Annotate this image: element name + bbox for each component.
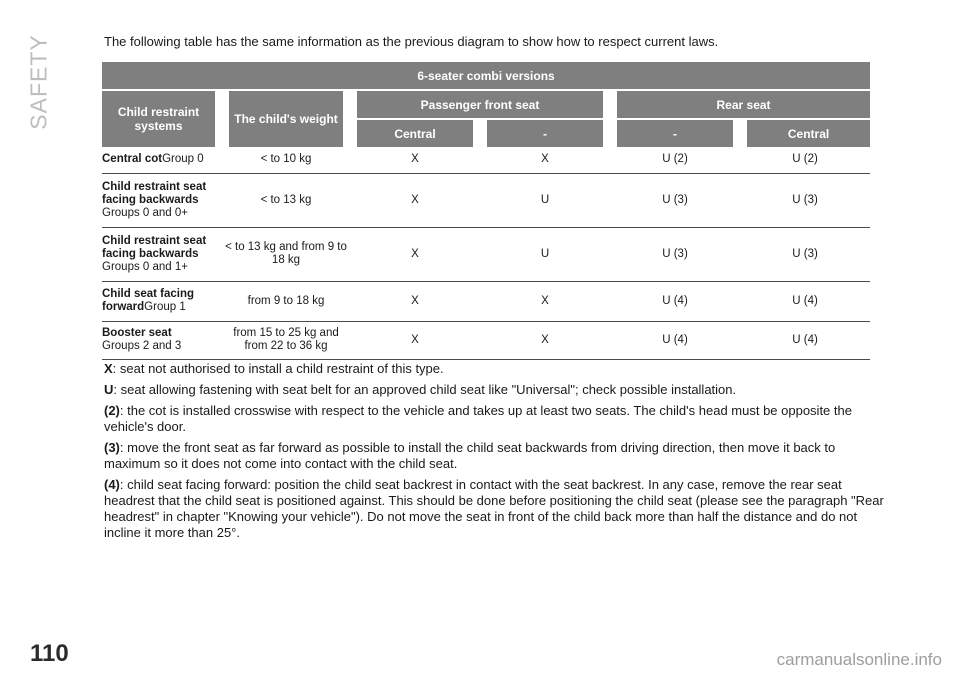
note-item <box>104 440 894 472</box>
weight-cell: from 15 to 25 kg and from 22 to 36 kg <box>222 321 350 359</box>
seat-cell: X <box>480 321 610 359</box>
child-restraint-table <box>102 62 870 360</box>
seat-cell: X <box>480 147 610 173</box>
table-title: 6-seater combi versions <box>102 62 870 90</box>
header-passenger-front-seat: Passenger front seat <box>350 90 610 119</box>
note-text: : the cot is installed crosswise with respect to the vehicle and takes up at least two seats. The child's head must be opposite the vehicle's door. <box>104 403 852 434</box>
section-label <box>24 32 54 132</box>
sub-header: - <box>610 119 740 147</box>
table-row <box>102 147 870 173</box>
seat-cell: U (4) <box>610 281 740 321</box>
seat-cell: U (2) <box>740 147 870 173</box>
legend-notes <box>104 361 894 546</box>
note-item <box>104 477 894 541</box>
seat-cell: U <box>480 173 610 227</box>
weight-cell: from 9 to 18 kg <box>222 281 350 321</box>
restraint-name: Child restraint seat facing backwards <box>102 234 207 260</box>
seat-cell: X <box>350 281 480 321</box>
weight-cell: < to 13 kg and from 9 to 18 kg <box>222 227 350 281</box>
header-rear-seat: Rear seat <box>610 90 870 119</box>
weight-cell: < to 10 kg <box>222 147 350 173</box>
restraint-group: Groups 0 and 1+ <box>102 260 188 273</box>
seat-cell: U (3) <box>740 227 870 281</box>
note-key: (2) <box>104 403 120 418</box>
note-key: (4) <box>104 477 120 492</box>
intro-text: The following table has the same information as the previous diagram to show how to respect current laws. <box>104 34 719 49</box>
note-text: : child seat facing forward: position the child seat backrest in contact with the seat backrest. In any case, remove the rear seat headrest that the child seat is positioned against. This should be done before positioning the child seat (please see the paragraph "Rear headrest" in chapter "Knowing your vehicle"). Do not move the seat in front of the child back more than half the distance and do not incline it more than 25°. <box>104 477 884 540</box>
restraint-name: Child seat facing forward <box>102 288 195 313</box>
table-row <box>102 227 870 281</box>
table-row <box>102 173 870 227</box>
seat-cell: U (4) <box>740 281 870 321</box>
seat-cell: U (3) <box>610 227 740 281</box>
seat-cell: X <box>350 227 480 281</box>
note-key: X <box>104 361 113 376</box>
sub-header: Central <box>350 119 480 147</box>
table-row <box>102 281 870 321</box>
restraint-cell <box>102 281 222 321</box>
restraint-group: Groups 0 and 0+ <box>102 206 188 219</box>
note-text: : seat allowing fastening with seat belt for an approved child seat like "Universal"; check possible installation. <box>113 382 737 397</box>
seat-cell: X <box>350 173 480 227</box>
note-key: U <box>104 382 114 397</box>
seat-cell: U (2) <box>610 147 740 173</box>
seat-cell: U <box>480 227 610 281</box>
seat-cell: U (3) <box>610 173 740 227</box>
restraint-group: Group 1 <box>144 301 186 313</box>
seat-cell: U (4) <box>610 321 740 359</box>
sub-header: - <box>480 119 610 147</box>
restraint-cell <box>102 321 222 359</box>
page-number: 110 <box>30 640 69 667</box>
note-item <box>104 382 894 398</box>
restraint-cell <box>102 173 222 227</box>
note-text: : move the front seat as far forward as possible to install the child seat backwards from driving direction, then move it back to maximum so it does not come into contact with the child seat. <box>104 440 836 471</box>
restraint-name: Central cot <box>102 153 163 166</box>
note-item <box>104 403 894 435</box>
table-row <box>102 321 870 359</box>
seat-cell: X <box>350 147 480 173</box>
note-text: : seat not authorised to install a child restraint of this type. <box>112 361 444 376</box>
restraint-cell <box>102 147 222 173</box>
note-key: (3) <box>104 440 120 455</box>
note-item <box>104 361 894 377</box>
child-restraint-table-container <box>102 62 870 360</box>
weight-cell: < to 13 kg <box>222 173 350 227</box>
seat-cell: X <box>480 281 610 321</box>
seat-cell: U (3) <box>740 173 870 227</box>
restraint-name: Child restraint seat facing backwards <box>102 180 207 206</box>
header-restraint-systems: Child restraint systems <box>102 90 222 147</box>
seat-cell: X <box>350 321 480 359</box>
restraint-group: Group 0 <box>162 153 204 166</box>
restraint-cell <box>102 227 222 281</box>
section-label-text: SAFETY <box>25 34 52 130</box>
sub-header: Central <box>740 119 870 147</box>
seat-cell: U (4) <box>740 321 870 359</box>
header-child-weight: The child's weight <box>222 90 350 147</box>
restraint-group: Groups 2 and 3 <box>102 340 182 352</box>
restraint-name: Booster seat <box>102 327 172 339</box>
watermark: carmanualsonline.info <box>776 650 942 669</box>
